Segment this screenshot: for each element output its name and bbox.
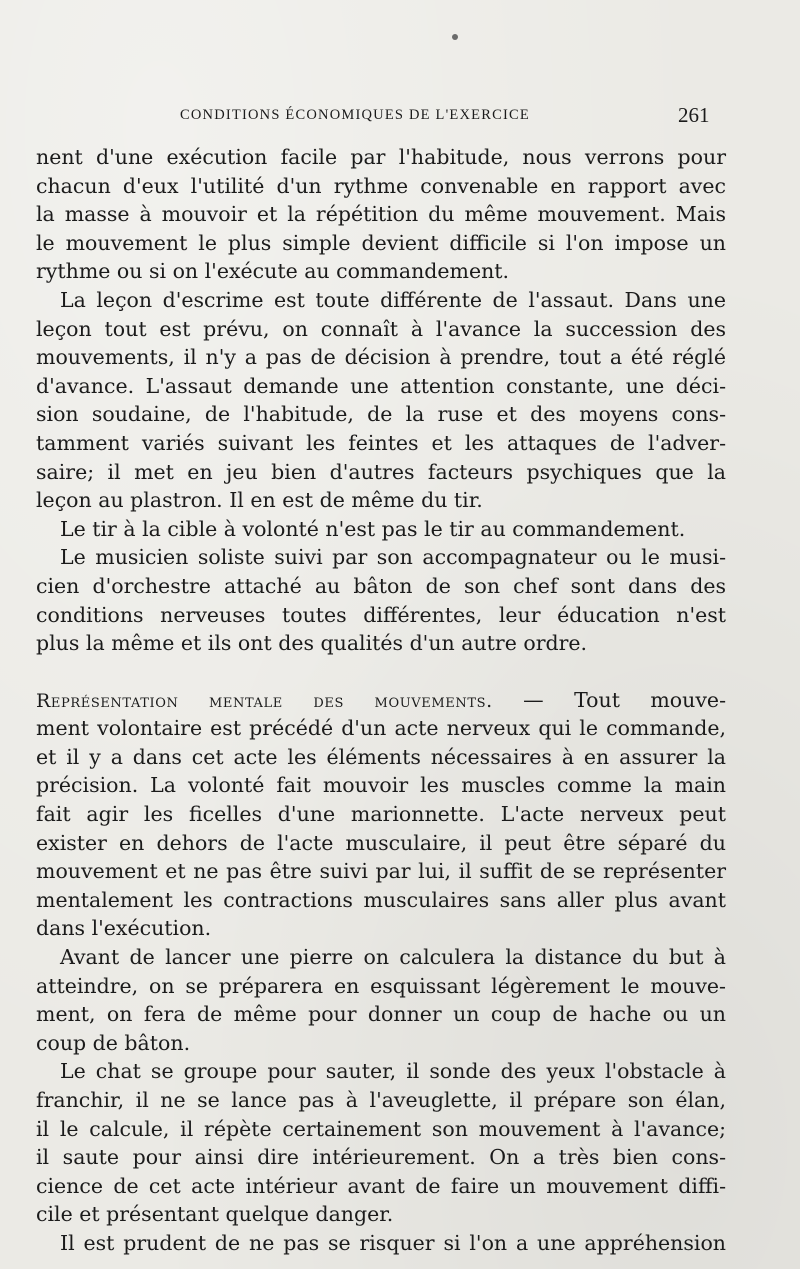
text-line: dans l'exécution. [36,916,212,941]
text-line: Il est prudent de ne pas se risquer si l'on a une appréhension [60,1230,726,1255]
text-line: coup de bâton. [36,1030,191,1055]
section-first-line-rest: — Tout mouve- [492,687,726,712]
text-line: leçon tout est prévu, on connaît à l'avance la succession des [36,316,726,341]
text-line: il saute pour ainsi dire intérieurement. On a très bien cons- [36,1145,726,1170]
running-head: CONDITIONS ÉCONOMIQUES DE L'EXERCICE [180,107,530,123]
text-line: chacun d'eux l'utilité d'un rythme convenable en rapport avec [36,173,726,198]
text-line: ment, on fera de même pour donner un coup de hache ou un [36,1002,726,1027]
text-line: cience de cet acte intérieur avant de faire un mouvement diffi- [36,1173,726,1198]
text-line: tamment variés suivant les feintes et les attaques de l'adver- [36,430,726,455]
text-line: et il y a dans cet acte les éléments nécessaires à en assurer la [36,744,726,769]
text-line: ment volontaire est précédé d'un acte nerveux qui le commande, [36,716,726,741]
text-line: cien d'orchestre attaché au bâton de son chef sont dans des [36,573,726,598]
text-line: plus la même et ils ont des qualités d'un autre ordre. [36,631,588,656]
text-line: mouvement et ne pas être suivi par lui, il suffit de se représenter [36,859,726,884]
text-line: fait agir les ficelles d'une marionnette. L'acte nerveux peut [36,802,726,827]
ink-speck [452,34,458,40]
page-number: 261 [678,103,710,127]
text-line: mentalement les contractions musculaires sans aller plus avant [36,887,726,912]
section-first-line [36,686,726,715]
text-line: conditions nerveuses toutes différentes, leur éducation n'est [36,602,726,627]
text-line: Le musicien soliste suivi par son accompagnateur ou le musi- [60,545,726,570]
text-line: Avant de lancer une pierre on calculera la distance du but à [60,945,726,970]
text-line: Le chat se groupe pour sauter, il sonde des yeux l'obstacle à [60,1059,726,1084]
text-line: La leçon d'escrime est toute différente de l'assaut. Dans une [60,287,726,312]
text-line: sion soudaine, de l'habitude, de la ruse et des moyens cons- [36,402,726,427]
text-line: le mouvement le plus simple devient difficile si l'on impose un [36,230,726,255]
body-text [36,143,726,1258]
text-line: nent d'une exécution facile par l'habitude, nous verrons pour [36,145,726,169]
text-line: franchir, il ne se lance pas à l'aveuglette, il prépare son élan, [36,1088,726,1112]
text-line: d'avance. L'assaut demande une attention constante, une déci- [36,373,726,398]
text-line: Le tir à la cible à volonté n'est pas le tir au commandement. [60,516,686,541]
section-heading: Représentation mentale des mouvements. [36,689,493,712]
text-line: leçon au plastron. Il en est de même du tir. [36,488,483,513]
text-line: exister en dehors de l'acte musculaire, il peut être séparé du [36,830,726,855]
text-line: mouvements, il n'y a pas de décision à prendre, tout a été réglé [36,345,726,370]
text-line: il le calcule, il répète certainement son mouvement à l'avance; [36,1116,726,1141]
text-line: rythme ou si on l'exécute au commandement. [36,259,510,284]
text-line: précision. La volonté fait mouvoir les muscles comme la main [36,773,726,798]
text-line: cile et présentant quelque danger. [36,1202,394,1227]
text-line: la masse à mouvoir et la répétition du même mouvement. Mais [36,202,726,227]
section-gap [36,658,726,686]
text-line: saire; il met en jeu bien d'autres facteurs psychiques que la [36,459,726,484]
text-line: atteindre, on se préparera en esquissant légèrement le mouve- [36,973,726,998]
